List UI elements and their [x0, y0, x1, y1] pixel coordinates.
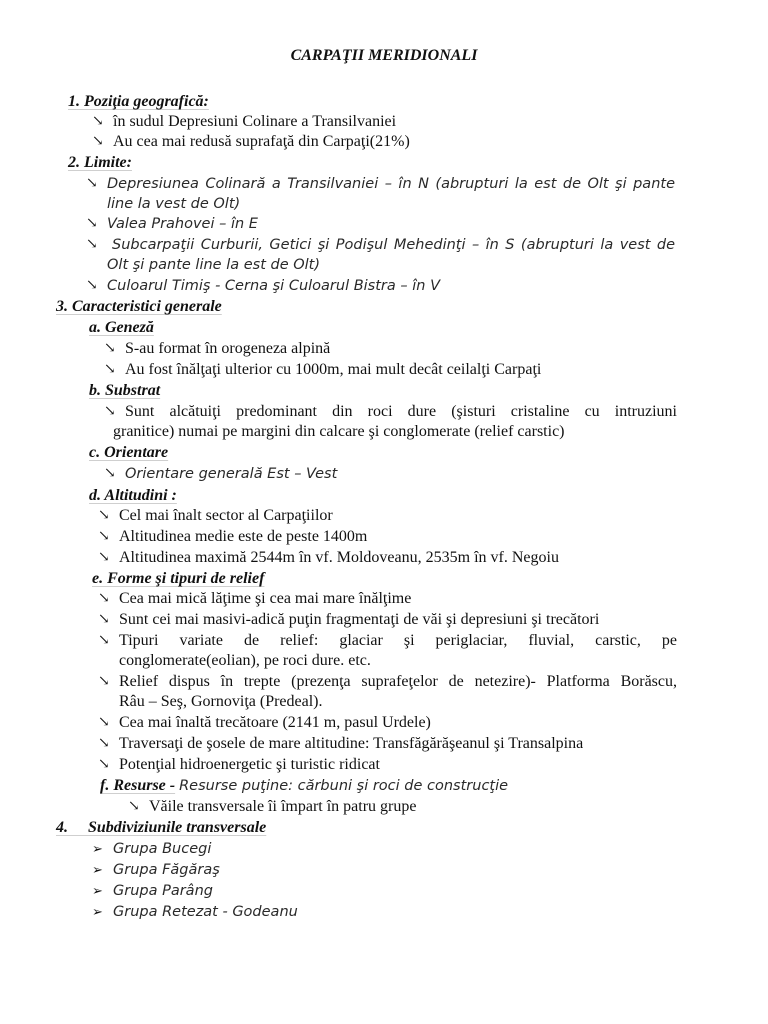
section-1-heading: 1. Poziţia geografică: [68, 93, 209, 110]
list-item: Cea mai mică lăţime şi cea mai mare înălţime [119, 590, 412, 607]
arrow-bullet-icon: ↘ [128, 799, 140, 814]
list-item: Cel mai înalt sector al Carpaţiilor [119, 507, 333, 524]
list-item: Orientare generală Est – Vest [125, 466, 338, 482]
list-item: Altitudinea maximă 2544m în vf. Moldoveanu, 2535m în vf. Negoiu [119, 549, 559, 566]
arrow-bullet-icon: ↘ [98, 550, 110, 565]
triangle-bullet-icon: ➢ [92, 883, 103, 898]
arrow-bullet-icon: ↘ [86, 176, 98, 191]
page-title: CARPAŢII MERIDIONALI [290, 47, 478, 64]
list-item: Sunt alcătuiţi predominant din roci dure (şisturi cristaline cu intruziuni [125, 403, 677, 420]
triangle-bullet-icon: ➢ [92, 841, 103, 856]
arrow-bullet-icon: ↘ [98, 508, 110, 523]
arrow-bullet-icon: ↘ [86, 237, 98, 252]
subsection-a-heading: a. Geneză [89, 319, 154, 336]
list-item: S-au format în orogeneza alpină [125, 340, 331, 357]
list-item-continuation: Olt şi pante line la est de Olt) [107, 257, 321, 273]
list-item: Văile transversale îi împart în patru grupe [149, 798, 417, 815]
list-item: Subcarpaţii Curburii, Getici şi Podişul Mehedinţi – în S (abrupturi la vest de [112, 237, 675, 253]
list-item: Depresiunea Colinară a Transilvaniei – în N (abrupturi la est de Olt şi pante [107, 176, 675, 192]
arrow-bullet-icon: ↘ [98, 529, 110, 544]
subsection-f-text: Resurse puţine: cărbuni şi roci de construcţie [179, 778, 509, 794]
subsection-b-heading: b. Substrat [89, 382, 161, 399]
subsection-f [100, 776, 508, 796]
list-item: Grupa Făgăraş [113, 862, 220, 878]
list-item-continuation: granitice) numai pe margini din calcare şi conglomerate (relief carstic) [113, 423, 565, 440]
arrow-bullet-icon: ↘ [98, 591, 110, 606]
section-2-heading: 2. Limite: [68, 154, 132, 171]
list-item: Grupa Bucegi [113, 841, 212, 857]
triangle-bullet-icon: ➢ [92, 904, 103, 919]
subsection-e-heading: e. Forme şi tipuri de relief [92, 570, 265, 587]
arrow-bullet-icon: ↘ [104, 362, 116, 377]
section-3-heading: 3. Caracteristici generale [56, 298, 222, 315]
arrow-bullet-icon: ↘ [92, 114, 104, 129]
subsection-f-heading: f. Resurse - [100, 777, 176, 794]
arrow-bullet-icon: ↘ [86, 216, 98, 231]
subsection-d-heading: d. Altitudini : [89, 487, 177, 504]
list-item: Valea Prahovei – în E [107, 216, 258, 232]
list-item: Potenţial hidroenergetic şi turistic ridicat [119, 756, 380, 773]
arrow-bullet-icon: ↘ [104, 466, 116, 481]
arrow-bullet-icon: ↘ [104, 404, 116, 419]
list-item: Tipuri variate de relief: glaciar şi periglaciar, fluvial, carstic, pe [119, 632, 677, 649]
list-item: Grupa Parâng [113, 883, 213, 899]
arrow-bullet-icon: ↘ [98, 674, 110, 689]
list-item: Au fost înălţaţi ulterior cu 1000m, mai mult decât ceilalţi Carpaţi [125, 361, 542, 378]
list-item: Cea mai înaltă trecătoare (2141 m, pasul Urdele) [119, 714, 431, 731]
arrow-bullet-icon: ↘ [98, 612, 110, 627]
arrow-bullet-icon: ↘ [98, 633, 110, 648]
arrow-bullet-icon: ↘ [104, 341, 116, 356]
list-item: Relief dispus în trepte (prezenţa suprafeţelor de netezire)- Platforma Borăscu, [119, 673, 677, 690]
list-item: Culoarul Timiş - Cerna şi Culoarul Bistra – în V [107, 278, 440, 294]
subsection-c-heading: c. Orientare [89, 444, 169, 461]
arrow-bullet-icon: ↘ [92, 134, 104, 149]
list-item: Altitudinea medie este de peste 1400m [119, 528, 368, 545]
arrow-bullet-icon: ↘ [98, 736, 110, 751]
list-item-continuation: line la vest de Olt) [107, 196, 241, 212]
arrow-bullet-icon: ↘ [86, 278, 98, 293]
list-item: Au cea mai redusă suprafaţă din Carpaţi(21%) [113, 133, 410, 150]
list-item: Grupa Retezat - Godeanu [113, 904, 298, 920]
list-item: Traversaţi de şosele de mare altitudine: Transfăgărăşeanul şi Transalpina [119, 735, 584, 752]
list-item-continuation: conglomerate(eolian), pe roci dure. etc. [119, 652, 371, 669]
list-item-continuation: Râu – Seş, Gornoviţa (Predeal). [119, 693, 323, 710]
triangle-bullet-icon: ➢ [92, 862, 103, 877]
arrow-bullet-icon: ↘ [98, 715, 110, 730]
list-item: în sudul Depresiuni Colinare a Transilvaniei [113, 113, 397, 130]
arrow-bullet-icon: ↘ [98, 757, 110, 772]
list-item: Sunt cei mai masivi-adică puţin fragmentaţi de văi şi depresiuni şi trecători [119, 611, 600, 628]
section-4-heading: 4. Subdiviziunile transversale [56, 819, 267, 836]
